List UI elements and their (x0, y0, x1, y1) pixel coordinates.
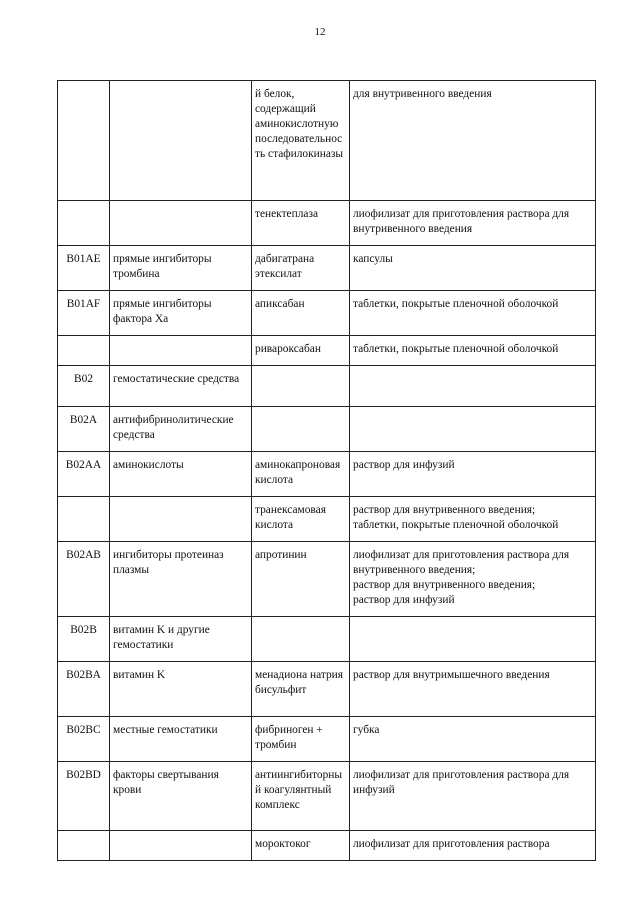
atc-code-cell: B02B (58, 617, 110, 662)
table-row (58, 762, 596, 831)
drug-name-cell: аминокапроновая кислота (252, 452, 350, 497)
group-name-cell: аминокислоты (110, 452, 252, 497)
dosage-forms-cell (350, 246, 596, 291)
dosage-form-line: таблетки, покрытые пленочной оболочкой (353, 298, 559, 310)
dosage-form-line: раствор для инфузий (353, 459, 455, 471)
table-row (58, 366, 596, 407)
dosage-form-line: раствор для внутримышечного введения (353, 669, 550, 681)
atc-code-cell (58, 497, 110, 542)
dosage-form-line: губка (353, 724, 380, 736)
dosage-form-line: лиофилизат для приготовления раствора (353, 838, 550, 850)
dosage-form-line: раствор для инфузий (353, 594, 455, 606)
dosage-forms-cell (350, 452, 596, 497)
drug-name-cell: тенектеплаза (252, 201, 350, 246)
group-name-cell: антифибринолитические средства (110, 407, 252, 452)
drug-classification-table (57, 80, 596, 861)
dosage-forms-cell (350, 762, 596, 831)
table-row (58, 452, 596, 497)
atc-code-cell: B02AA (58, 452, 110, 497)
table-row (58, 291, 596, 336)
dosage-form-line: лиофилизат для приготовления раствора для внутривенного введения (353, 208, 570, 235)
dosage-form-line: лиофилизат для приготовления раствора для инфузий (353, 769, 570, 796)
group-name-cell: прямые ингибиторы тромбина (110, 246, 252, 291)
dosage-form-line: раствор для внутривенного введения; (353, 579, 536, 591)
group-name-cell (110, 831, 252, 861)
dosage-forms-cell (350, 542, 596, 617)
group-name-cell: ингибиторы протеиназ плазмы (110, 542, 252, 617)
group-name-cell: местные гемостатики (110, 717, 252, 762)
atc-code-cell: B01AE (58, 246, 110, 291)
dosage-forms-cell (350, 336, 596, 366)
drug-name-cell (252, 366, 350, 407)
dosage-forms-cell (350, 831, 596, 861)
table-row (58, 407, 596, 452)
atc-code-cell: B02BA (58, 662, 110, 717)
atc-code-cell (58, 81, 110, 201)
group-name-cell: гемостатические средства (110, 366, 252, 407)
drug-name-cell: мороктоког (252, 831, 350, 861)
drug-name-cell: апротинин (252, 542, 350, 617)
drug-name-cell: антиингибиторный коагулянтный комплекс (252, 762, 350, 831)
dosage-form-line: капсулы (353, 253, 393, 265)
dosage-forms-cell (350, 366, 596, 407)
dosage-forms-cell (350, 81, 596, 201)
group-name-cell (110, 201, 252, 246)
table-row (58, 542, 596, 617)
table-row (58, 717, 596, 762)
dosage-forms-cell (350, 497, 596, 542)
table-row (58, 831, 596, 861)
drug-name-cell (252, 617, 350, 662)
drug-name-cell: апиксабан (252, 291, 350, 336)
atc-code-cell: B01AF (58, 291, 110, 336)
drug-name-cell: ривароксабан (252, 336, 350, 366)
dosage-forms-cell (350, 617, 596, 662)
drug-name-cell: фибриноген + тромбин (252, 717, 350, 762)
dosage-forms-cell (350, 291, 596, 336)
table-row (58, 246, 596, 291)
table-body (58, 81, 596, 861)
dosage-form-line: таблетки, покрытые пленочной оболочкой (353, 343, 559, 355)
table-row (58, 662, 596, 717)
atc-code-cell (58, 336, 110, 366)
table-row (58, 497, 596, 542)
drug-name-cell (252, 407, 350, 452)
dosage-form-line: раствор для внутривенного введения; (353, 504, 536, 516)
dosage-form-line: лиофилизат для приготовления раствора для внутривенного введения; (353, 549, 570, 576)
group-name-cell: прямые ингибиторы фактора Xa (110, 291, 252, 336)
dosage-form-line: таблетки, покрытые пленочной оболочкой (353, 519, 559, 531)
dosage-forms-cell (350, 662, 596, 717)
atc-code-cell (58, 831, 110, 861)
table-row (58, 617, 596, 662)
group-name-cell: витамин K и другие гемостатики (110, 617, 252, 662)
drug-name-cell: транексамовая кислота (252, 497, 350, 542)
table-row (58, 336, 596, 366)
atc-code-cell: B02AB (58, 542, 110, 617)
dosage-form-line: для внутривенного введения (353, 88, 492, 100)
group-name-cell (110, 336, 252, 366)
drug-name-cell: менадиона натрия бисульфит (252, 662, 350, 717)
group-name-cell (110, 497, 252, 542)
atc-code-cell: B02BD (58, 762, 110, 831)
group-name-cell: витамин K (110, 662, 252, 717)
atc-code-cell: B02BC (58, 717, 110, 762)
group-name-cell (110, 81, 252, 201)
table-row (58, 201, 596, 246)
dosage-forms-cell (350, 407, 596, 452)
group-name-cell: факторы свертывания крови (110, 762, 252, 831)
drug-name-cell: дабигатрана этексилат (252, 246, 350, 291)
drug-name-cell: й белок, содержащий аминокислотную последовательность стафилокиназы (252, 81, 350, 201)
dosage-forms-cell (350, 717, 596, 762)
atc-code-cell: B02 (58, 366, 110, 407)
page-number: 12 (314, 26, 326, 38)
atc-code-cell: B02A (58, 407, 110, 452)
table-row (58, 81, 596, 201)
dosage-forms-cell (350, 201, 596, 246)
atc-code-cell (58, 201, 110, 246)
